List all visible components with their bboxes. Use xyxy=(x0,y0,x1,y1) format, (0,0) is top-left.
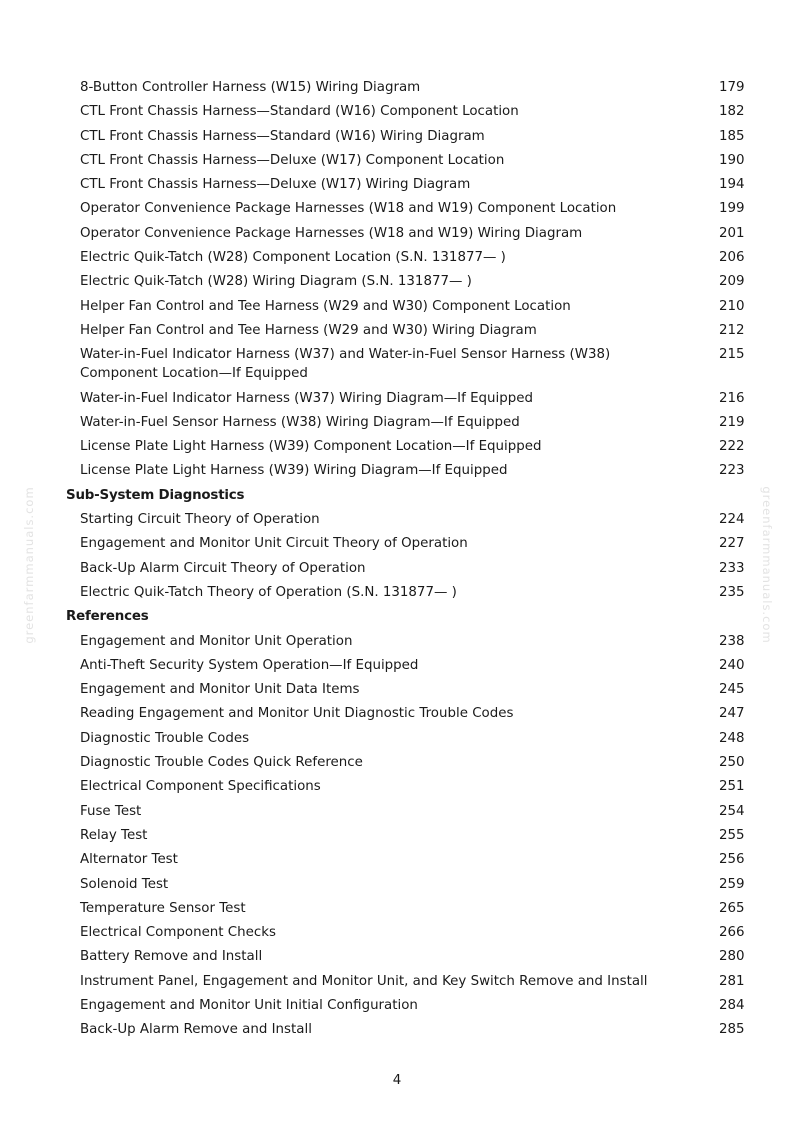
toc-entry[interactable] xyxy=(0,921,794,945)
toc-entry-page[interactable]: 185 xyxy=(719,128,745,144)
toc-entry-page[interactable]: 281 xyxy=(719,973,745,989)
toc-entry[interactable] xyxy=(0,994,794,1018)
table-of-contents xyxy=(0,76,794,1043)
toc-entry-title[interactable]: Engagement and Monitor Unit Data Items xyxy=(80,682,360,698)
toc-entry-page[interactable]: 224 xyxy=(719,512,745,528)
toc-entry-page[interactable]: 219 xyxy=(719,414,745,430)
toc-entry-page[interactable]: 222 xyxy=(719,439,745,455)
toc-entry[interactable] xyxy=(0,970,794,994)
toc-entry[interactable] xyxy=(0,100,794,124)
section-heading-sub-system-diagnostics[interactable] xyxy=(0,484,794,508)
toc-entry-title[interactable]: CTL Front Chassis Harness—Deluxe (W17) Component Location xyxy=(80,152,505,168)
toc-entry[interactable] xyxy=(0,319,794,343)
toc-entry[interactable] xyxy=(0,246,794,270)
toc-entry-page[interactable]: 284 xyxy=(719,997,745,1013)
toc-entry-page[interactable]: 247 xyxy=(719,706,745,722)
toc-entry-page[interactable]: 210 xyxy=(719,298,745,314)
toc-entry[interactable] xyxy=(0,125,794,149)
toc-entry[interactable] xyxy=(0,222,794,246)
toc-entry[interactable] xyxy=(0,630,794,654)
toc-entry-title[interactable]: Instrument Panel, Engagement and Monitor Unit, and Key Switch Remove and Install xyxy=(80,973,648,989)
toc-entry-page[interactable]: 212 xyxy=(719,322,745,338)
toc-entry-page[interactable]: 254 xyxy=(719,803,745,819)
toc-entry[interactable] xyxy=(0,654,794,678)
toc-entry-title[interactable]: Electrical Component Checks xyxy=(80,925,276,941)
toc-entry-page[interactable]: 206 xyxy=(719,250,745,266)
toc-entry-title[interactable]: Engagement and Monitor Unit Operation xyxy=(80,633,353,649)
toc-entry-title[interactable]: 8-Button Controller Harness (W15) Wiring Diagram xyxy=(80,80,421,95)
section-heading-references[interactable] xyxy=(0,605,794,629)
toc-entry[interactable] xyxy=(0,557,794,581)
toc-entry-page[interactable]: 248 xyxy=(719,730,745,746)
toc-entry[interactable] xyxy=(0,295,794,319)
toc-entry[interactable] xyxy=(0,343,794,386)
toc-entry-page[interactable]: 216 xyxy=(719,390,745,406)
toc-entry-title[interactable]: Helper Fan Control and Tee Harness (W29 and W30) Component Location xyxy=(80,298,571,314)
toc-entry-title[interactable]: Electric Quik-Tatch (W28) Component Location (S.N. 131877— ) xyxy=(80,250,506,266)
toc-entry[interactable] xyxy=(0,945,794,969)
toc-entry[interactable] xyxy=(0,775,794,799)
toc-entry[interactable] xyxy=(0,387,794,411)
toc-entry-title[interactable]: CTL Front Chassis Harness—Standard (W16) Component Location xyxy=(80,104,519,120)
toc-entry[interactable] xyxy=(0,678,794,702)
toc-entry-title[interactable]: License Plate Light Harness (W39) Wiring Diagram—If Equipped xyxy=(80,463,508,479)
toc-entry-title[interactable]: Water-in-Fuel Indicator Harness (W37) Wiring Diagram—If Equipped xyxy=(80,390,534,406)
toc-entry-title[interactable]: Reading Engagement and Monitor Unit Diagnostic Trouble Codes xyxy=(80,706,514,722)
toc-entry-page[interactable]: 182 xyxy=(719,104,745,120)
toc-entry-page[interactable]: 285 xyxy=(719,1022,745,1038)
toc-entry-title[interactable]: CTL Front Chassis Harness—Standard (W16) Wiring Diagram xyxy=(80,128,485,144)
toc-entry-title[interactable]: Engagement and Monitor Unit Initial Configuration xyxy=(80,997,418,1013)
toc-entry-page[interactable]: 265 xyxy=(719,900,745,916)
toc-entry-title[interactable]: Electric Quik-Tatch (W28) Wiring Diagram (S.N. 131877— ) xyxy=(80,274,472,290)
toc-entry-page[interactable]: 266 xyxy=(719,925,745,941)
toc-entry-title[interactable]: Temperature Sensor Test xyxy=(80,900,246,916)
toc-entry[interactable] xyxy=(0,873,794,897)
toc-entry-page[interactable]: 190 xyxy=(719,152,745,168)
toc-entry[interactable] xyxy=(0,459,794,483)
toc-entry-title[interactable]: Water-in-Fuel Indicator Harness (W37) and Water-in-Fuel Sensor Harness (W38) Component Location—If Equipped xyxy=(80,347,611,382)
toc-entry-page[interactable]: 223 xyxy=(719,463,745,479)
toc-entry-page[interactable]: 233 xyxy=(719,560,745,576)
toc-entry-page[interactable]: 251 xyxy=(719,779,745,795)
toc-entry[interactable] xyxy=(0,435,794,459)
toc-entry[interactable] xyxy=(0,197,794,221)
toc-entry[interactable] xyxy=(0,1018,794,1042)
toc-entry-title[interactable]: Operator Convenience Package Harnesses (W18 and W19) Wiring Diagram xyxy=(80,225,583,241)
toc-entry-page[interactable]: 194 xyxy=(719,177,745,193)
section-heading-title[interactable]: References xyxy=(66,609,149,625)
toc-entry[interactable] xyxy=(0,727,794,751)
toc-entry-page[interactable]: 201 xyxy=(719,225,745,241)
toc-entry-title[interactable]: License Plate Light Harness (W39) Component Location—If Equipped xyxy=(80,439,542,455)
toc-entry-title[interactable]: Solenoid Test xyxy=(80,876,169,892)
toc-entry-title[interactable]: Relay Test xyxy=(80,827,148,843)
toc-entry-title[interactable]: CTL Front Chassis Harness—Deluxe (W17) Wiring Diagram xyxy=(80,177,471,193)
toc-entry[interactable] xyxy=(0,76,794,100)
toc-entry[interactable] xyxy=(0,848,794,872)
toc-entry-title[interactable]: Back-Up Alarm Circuit Theory of Operation xyxy=(80,560,366,576)
toc-entry-page[interactable]: 238 xyxy=(719,633,745,649)
toc-entry[interactable] xyxy=(0,702,794,726)
toc-entry-title[interactable]: Electric Quik-Tatch Theory of Operation (S.N. 131877— ) xyxy=(80,584,457,600)
toc-entry-title[interactable]: Back-Up Alarm Remove and Install xyxy=(80,1022,312,1038)
toc-entry-title[interactable]: Engagement and Monitor Unit Circuit Theory of Operation xyxy=(80,536,468,552)
toc-entry[interactable] xyxy=(0,411,794,435)
toc-entry-page[interactable]: 199 xyxy=(719,201,745,217)
toc-entry-title[interactable]: Water-in-Fuel Sensor Harness (W38) Wiring Diagram—If Equipped xyxy=(80,414,520,430)
toc-entry-title[interactable]: Battery Remove and Install xyxy=(80,949,263,965)
page-number: 4 xyxy=(392,1073,402,1088)
toc-entry-title[interactable]: Diagnostic Trouble Codes xyxy=(80,730,250,746)
watermark-left: greenfarmmanuals.com xyxy=(22,486,36,644)
toc-entry-title[interactable]: Electrical Component Specifications xyxy=(80,779,321,795)
toc-entry-page[interactable]: 235 xyxy=(719,584,745,600)
toc-entry-page[interactable]: 215 xyxy=(719,347,745,363)
toc-entry-page[interactable]: 227 xyxy=(719,536,745,552)
toc-entry-page[interactable]: 245 xyxy=(719,682,745,698)
toc-entry[interactable] xyxy=(0,800,794,824)
toc-entry[interactable] xyxy=(0,824,794,848)
toc-entry-page[interactable]: 259 xyxy=(719,876,745,892)
toc-entry-page[interactable]: 255 xyxy=(719,827,745,843)
toc-entry[interactable] xyxy=(0,270,794,294)
toc-entry-page[interactable]: 280 xyxy=(719,949,745,965)
toc-entry[interactable] xyxy=(0,897,794,921)
toc-entry-page[interactable]: 209 xyxy=(719,274,745,290)
toc-entry-title[interactable]: Anti-Theft Security System Operation—If Equipped xyxy=(80,657,419,673)
section-heading-title[interactable]: Sub-System Diagnostics xyxy=(66,487,245,503)
watermark-right: greenfarmmanuals.com xyxy=(760,486,774,644)
toc-entry-title[interactable]: Starting Circuit Theory of Operation xyxy=(80,512,320,528)
toc-entry-title[interactable]: Diagnostic Trouble Codes Quick Reference xyxy=(80,755,363,771)
toc-entry-page[interactable]: 250 xyxy=(719,755,745,771)
toc-entry-page[interactable]: 179 xyxy=(719,80,745,95)
toc-entry[interactable] xyxy=(0,581,794,605)
toc-entry[interactable] xyxy=(0,532,794,556)
toc-entry-page[interactable]: 256 xyxy=(719,852,745,868)
toc-entry-page[interactable]: 240 xyxy=(719,657,745,673)
toc-entry-title[interactable]: Fuse Test xyxy=(80,803,142,819)
toc-entry-title[interactable]: Helper Fan Control and Tee Harness (W29 and W30) Wiring Diagram xyxy=(80,322,537,338)
toc-entry[interactable] xyxy=(0,149,794,173)
toc-entry[interactable] xyxy=(0,508,794,532)
toc-entry-title[interactable]: Alternator Test xyxy=(80,852,178,868)
toc-entry-title[interactable]: Operator Convenience Package Harnesses (W18 and W19) Component Location xyxy=(80,201,617,217)
toc-entry[interactable] xyxy=(0,173,794,197)
toc-entry[interactable] xyxy=(0,751,794,775)
